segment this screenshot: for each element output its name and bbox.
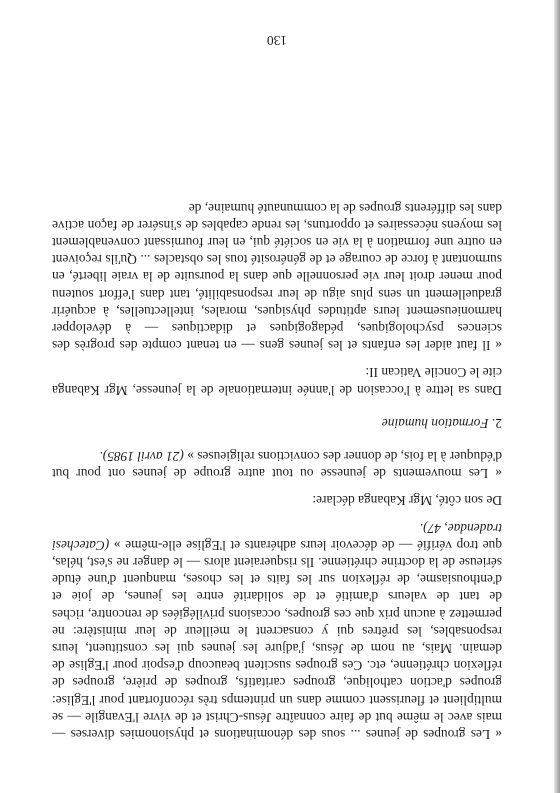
paragraph-quote-concile bbox=[52, 199, 502, 354]
paragraph-intro-concile bbox=[52, 364, 502, 398]
page-number: 130 bbox=[266, 33, 288, 48]
quote-text: « Il faut aider les enfants et les jeunes gens — en tenant compte des progrès des sciences psychologiques, pédagogiques et didactiques — à développer harmonieusement leurs aptitudes physiques, morales, intellectuelles, à acquérir graduellement un sens plus aigu de leur responsabilité, tant dans l'effort soutenu pour mener droit leur vie personnelle que dans la poursuite de la vraie liberté, en surmontant à force de courage et de générosité tous les obstacles ... Qu'ils reçoivent en outre une formation à la vie en société qui, en leur fournissant convenablement les moyens nécessaires et opportuns, les rende capables de s'insérer de façon active dans les différents groupes de la communauté humaine, de bbox=[52, 200, 502, 354]
quote-text: « Les groupes de jeunes ... sous des dénominations et physionomies diverses — mais avec le même but de faire connaître Jésus-Christ et de vivre l'Evangile — se multiplient et fleurissent comme dans un printemps très réconfortant pour l'Eglise: groupes d'action catholique, groupes caritatifs, groupes de prière, groupes de réflexion chrétienne, etc. Ces groupes suscitent beaucoup d'espoir pour l'Eglise de demain. Mais, au nom de Jésus, j'adjure les jeunes qui les constituent, leurs responsables, les prêtres qui y consacrent le meilleur de leur ministère: ne permettez à aucun prix que ces groupes, occasions privilégiées de rencontre, riches de tant de valeurs d'amitié et de solidarité entre les jeunes, de joie et d'enthousiasme, de réflexion sur les faits et les choses, manquent d'une étude sérieuse de la doctrine chrétienne. Ils risqueraient alors — le danger ne s'est, hélas, que trop vérifié — de décevoir leurs adhérants et l'Eglise elle-même » bbox=[52, 537, 502, 742]
section-heading bbox=[52, 415, 502, 432]
section-title: Formation humaine bbox=[381, 415, 489, 431]
page-edge-shadow bbox=[554, 0, 560, 793]
intro-text: De son côté, Mgr Kabanga déclare: bbox=[312, 493, 502, 509]
quote-citation: (Catechesi tradendae, 47). bbox=[52, 520, 502, 553]
quote-citation: (21 avril 1985). bbox=[99, 448, 184, 464]
text-block bbox=[52, 199, 502, 743]
paragraph-intro-kabanga bbox=[52, 492, 502, 509]
paragraph-quote-kabanga bbox=[52, 448, 502, 482]
intro-text: Dans sa lettre à l'occasion de l'année internationale de la jeunesse, Mgr Kabanga cite le Concile Vatican II: bbox=[52, 365, 502, 398]
quote-text: « Les mouvements de jeunesse ou tout autre groupe de jeunes ont pour but d'éduquer à la fois, de donner des convictions religieuses » bbox=[52, 448, 502, 482]
paragraph-quote-catechesi bbox=[52, 519, 502, 743]
section-number: 2. bbox=[491, 415, 502, 431]
